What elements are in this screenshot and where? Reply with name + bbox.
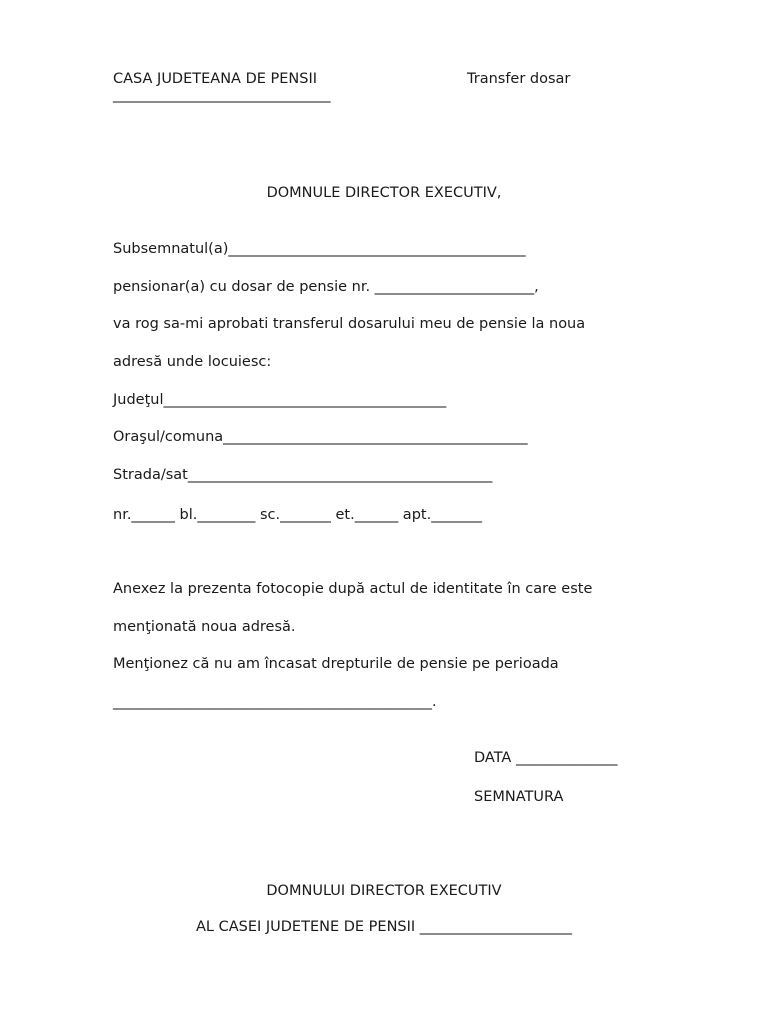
pension-file-number-field: pensionar(a) cu dosar de pensie nr. ______________________, — [113, 279, 539, 295]
period-field: ____________________________________________. — [113, 694, 437, 710]
street-field: Strada/sat__________________________________________ — [113, 467, 493, 483]
request-text-continued: adresă unde locuiesc: — [113, 354, 272, 370]
salutation: DOMNULE DIRECTOR EXECUTIV, — [266, 185, 502, 201]
mention-text: Menţionez că nu am încasat drepturile de pensie pe perioada — [113, 656, 559, 672]
county-field: Judeţul_______________________________________ — [113, 392, 447, 408]
city-field: Oraşul/comuna__________________________________________ — [113, 429, 528, 445]
addressee-title: DOMNULUI DIRECTOR EXECUTIV — [266, 883, 502, 899]
applicant-name-field: Subsemnatul(a)_________________________________________ — [113, 241, 526, 257]
date-field: DATA ______________ — [474, 750, 618, 766]
signature-label: SEMNATURA — [474, 789, 564, 805]
institution-name: CASA JUDETEANA DE PENSII — [113, 71, 318, 87]
document-type: Transfer dosar — [467, 71, 571, 87]
request-text: va rog sa-mi aprobati transferul dosarului meu de pensie la noua — [113, 316, 586, 332]
annex-text-continued: menţionată noua adresă. — [113, 619, 296, 635]
address-details-field: nr.______ bl.________ sc._______ et.______ apt._______ — [113, 507, 482, 523]
addressee-institution: AL CASEI JUDETENE DE PENSII _____________________ — [195, 919, 573, 935]
annex-text: Anexez la prezenta fotocopie după actul de identitate în care este — [113, 581, 593, 597]
institution-blank-line: ______________________________ — [113, 87, 331, 103]
